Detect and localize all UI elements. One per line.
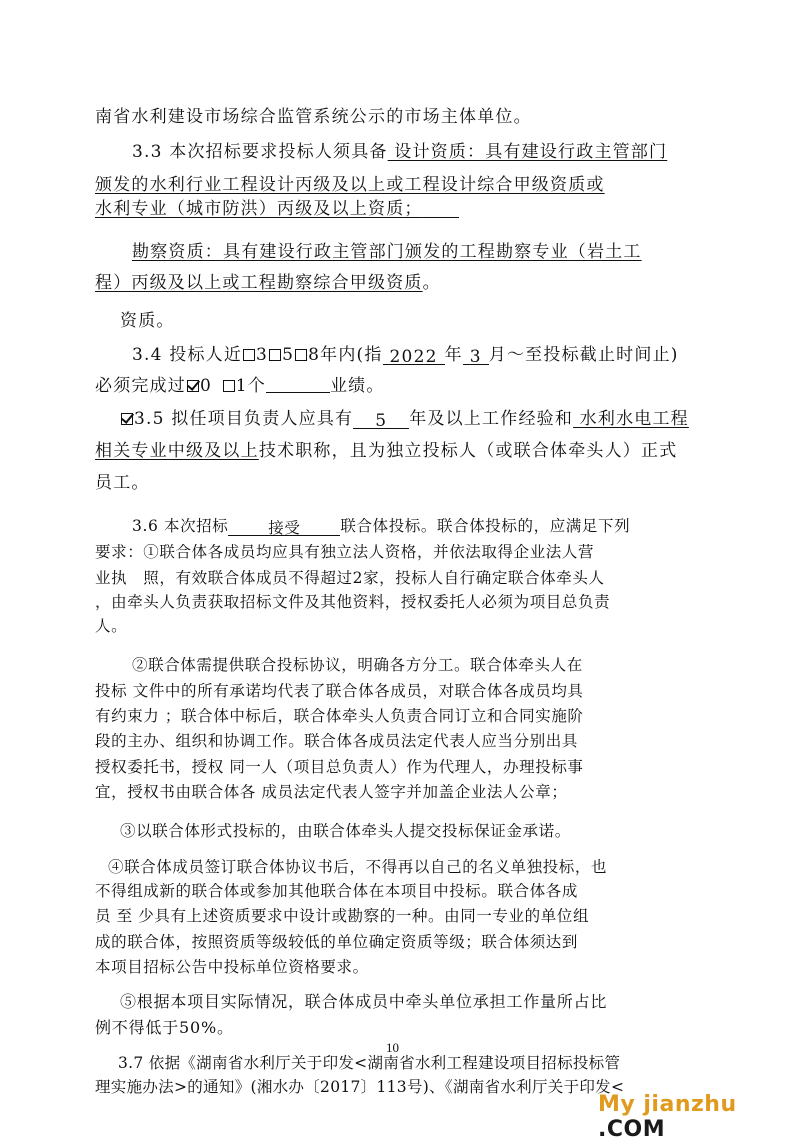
text-line: 水利专业（城市防洪）丙级及以上资质；: [95, 199, 423, 219]
text-line: ⑤根据本项目实际情况，联合体成员中牵头单位承担工作量所占比: [120, 992, 608, 1011]
text-line: ②联合体需提供联合投标协议，明确各方分工。联合体牵头人在: [132, 656, 583, 674]
text-line: 有约束力 ；联合体中标后，联合体牵头人负责合同订立和合同实施阶: [95, 707, 584, 725]
text-line: 程）丙级及以上或工程勘察综合甲级资质。: [95, 273, 441, 293]
clause-3-5: 3.5 拟任项目负责人应具有 5 年及以上工作经验和 水利水电工程: [120, 408, 689, 430]
text-line: 人。: [95, 617, 128, 635]
text-line: ，由牵头人负责获取招标文件及其他资料，授权委托人必须为项目总负责: [95, 593, 611, 611]
consortium-field: 接受: [228, 517, 340, 536]
text-line: 宜，授权书由联合体各 成员法定代表人签字并加盖企业法人公章；: [95, 783, 568, 801]
clause-3-4: 3.4 投标人近 3 5 8年内(指 2022 年 3 月～至投标截止时间止): [132, 345, 679, 367]
text-line: 段的主办、组织和协调工作。联合体各成员法定代表人应当分别出具: [95, 732, 579, 750]
years-field: 5: [353, 410, 409, 429]
text-line: ③以联合体形式投标的，由联合体牵头人提交投标保证金承诺。: [120, 822, 571, 840]
checkbox-0[interactable]: [187, 380, 199, 392]
text-line: 员工。: [95, 473, 150, 493]
text-line: 员 至 少具有上述资质要求中设计或勘察的一种。由同一专业的单位组: [95, 907, 590, 925]
performance-field: [266, 374, 330, 393]
survey-qualification: 勘察资质：具有建设行政主管部门颁发的工程勘察专业（岩土工: [132, 242, 642, 262]
text-line: 南省水利建设市场综合监管系统公示的市场主体单位。: [95, 107, 532, 127]
clause-3-3: 3.3 本次招标要求投标人须具备 设计资质：具有建设行政主管部门: [132, 142, 668, 162]
checkbox-5yr[interactable]: [269, 349, 281, 361]
clause-3-7: 3.7 依据《湖南省水利厅关于印发<湖南省水利工程建设项目招标投标管: [118, 1054, 621, 1072]
checkbox-1[interactable]: [223, 380, 235, 392]
text-line: 必须完成过 0 1个 业绩。: [95, 376, 385, 396]
text-line: 不得组成新的联合体或参加其他联合体在本项目中投标。联合体各成: [95, 882, 579, 900]
text-line: ④联合体成员签订联合体协议书后，不得再以自己的名义单独投标，也: [108, 858, 608, 876]
text-line: 业执 照，有效联合体成员不得超过2家，投标人自行确定联合体牵头人: [95, 569, 605, 587]
text-line: 授权委托书，授权 同一人（项目总负责人）作为代理人，办理投标事: [95, 758, 584, 776]
text-line: 本项目招标公告中投标单位资格要求。: [95, 958, 369, 976]
clause-3-6: 3.6 本次招标 接受 联合体投标。联合体投标的，应满足下列: [132, 517, 631, 537]
text-line: 要求：①联合体各成员均应具有独立法人资格，并依法取得企业法人营: [95, 543, 595, 561]
page-number: 10: [386, 1040, 399, 1055]
text-line: 理实施办法>的通知》(湘水办〔2017〕113号)、《湖南省水利厅关于印发<: [95, 1078, 625, 1096]
checkbox-3-5[interactable]: [121, 413, 133, 425]
site-watermark-logo: My jianzhu .COM: [598, 1092, 737, 1142]
text-line: 投标 文件中的所有承诺均代表了联合体各成员，对联合体各成员均具: [95, 682, 584, 700]
text-line: 例不得低于50%。: [95, 1018, 234, 1037]
checkbox-3yr[interactable]: [243, 349, 255, 361]
text-line: 资质。: [120, 311, 175, 331]
text-line: 颁发的水利行业工程设计丙级及以上或工程设计综合甲级资质或: [95, 175, 605, 195]
year-field: 2022: [383, 346, 445, 365]
month-field: 3: [463, 346, 489, 365]
text-line: 相关专业中级及以上技术职称，且为独立投标人（或联合体牵头人）正式: [95, 441, 678, 461]
text-line: 成的联合体，按照资质等级较低的单位确定资质等级；联合体须达到: [95, 933, 579, 951]
checkbox-8yr[interactable]: [295, 349, 307, 361]
